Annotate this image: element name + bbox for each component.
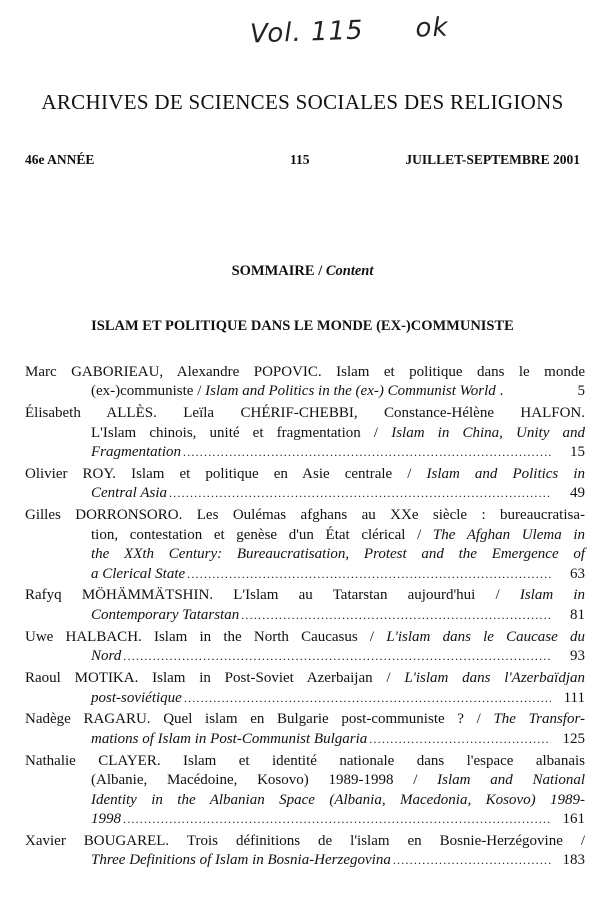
toc-text: Nadège RAGARU. Quel islam en Bulgarie post-communiste ? /	[25, 711, 494, 728]
contents-heading	[0, 263, 605, 280]
dot-leader	[187, 565, 551, 584]
toc-line: Marc GABORIEAU, Alexandre POPOVIC. Islam et politique dans le monde	[25, 364, 585, 380]
toc-title-fr: post-soviétique	[91, 689, 182, 706]
toc-line	[25, 565, 585, 584]
toc-entry-clayer	[25, 752, 585, 830]
toc-line	[25, 606, 585, 625]
handwritten-annotation	[250, 13, 449, 50]
toc-title-en: Contemporary Tatarstan	[91, 606, 240, 623]
toc-title-en: Three Definitions of Islam in Bosnia-Herzegovina	[91, 852, 391, 869]
toc-title-en: Islam and Politics in the (ex-) Communist World	[205, 383, 496, 400]
page-number: 5	[577, 383, 585, 400]
toc-line	[25, 545, 585, 564]
handwritten-volume: Vol. 115	[249, 15, 365, 50]
toc-line: Gilles DORRONSORO. Les Oulémas afghans au XXe siècle : bureaucratisa-	[25, 507, 585, 524]
toc-title-en: Fragmentation	[91, 444, 181, 461]
toc-entry-roy	[25, 465, 585, 504]
toc-line: Nathalie CLAYER. Islam et identité nationale dans l'espace albanais	[25, 752, 585, 769]
toc-line	[25, 647, 585, 666]
issue-number: 115	[290, 152, 310, 167]
toc-entry-bougarel	[25, 832, 585, 871]
toc-text: tion, contestation et genèse d'un État clérical /	[91, 526, 433, 543]
toc-entry-ragaru	[25, 710, 585, 749]
toc-title-fr: L'islam dans l'Azerbaïdjan	[404, 670, 585, 687]
handwritten-ok: ok	[414, 12, 449, 44]
contents-heading-en: Content	[325, 263, 374, 279]
year-label: 46e ANNÉE	[25, 152, 95, 167]
page-number: 15	[570, 444, 585, 461]
page-number: 93	[570, 648, 585, 665]
toc-title-fr: Nord	[91, 648, 122, 665]
toc-title-fr: L'islam dans le Caucase du	[386, 628, 585, 645]
toc-title-en: Islam and Politics in	[426, 466, 586, 483]
toc-title-en: Islam in	[519, 587, 586, 604]
table-of-contents	[25, 363, 585, 873]
toc-entry-halbach	[25, 628, 585, 667]
toc-line	[25, 424, 585, 443]
dot-leader	[184, 689, 551, 708]
toc-title-en: Central Asia	[91, 485, 167, 502]
contents-heading-fr: SOMMAIRE /	[231, 263, 326, 279]
toc-text: L'Islam chinois, unité et fragmentation /	[91, 424, 392, 441]
toc-line	[25, 443, 585, 462]
toc-line	[25, 484, 585, 503]
toc-line	[25, 465, 585, 484]
toc-line	[25, 526, 585, 545]
toc-line	[25, 771, 585, 790]
page-number: 63	[570, 565, 585, 582]
toc-line	[25, 689, 585, 708]
toc-line	[25, 810, 585, 829]
dot-leader	[123, 810, 551, 829]
toc-title-en: Identity in the Albanian Space (Albania, Macedonia, Kosovo) 1989-	[91, 791, 585, 808]
toc-text: Uwe HALBACH. Islam in the North Caucasus /	[25, 628, 387, 645]
toc-entry-motika	[25, 669, 585, 708]
toc-line	[25, 586, 585, 605]
dot-leader	[369, 730, 551, 749]
issue-period: JUILLET-SEPTEMBRE 2001	[405, 152, 580, 167]
toc-title-en: The Transfor-	[493, 711, 586, 728]
toc-line	[25, 382, 585, 401]
toc-title-en: Islam in China, Unity and	[391, 424, 586, 441]
toc-line	[25, 851, 585, 870]
toc-title-en: a Clerical State	[91, 565, 186, 582]
toc-title-en: mations of Islam in Post-Communist Bulgaria	[91, 730, 368, 747]
dot-leader	[393, 851, 551, 870]
toc-title-en: 1998	[91, 810, 121, 827]
toc-text: Raoul MOTIKA. Islam in Post-Soviet Azerbaijan /	[25, 670, 405, 687]
toc-entry-gaborieau	[25, 363, 585, 402]
journal-title: ARCHIVES DE SCIENCES SOCIALES DES RELIGIONS	[41, 90, 564, 114]
toc-text: (ex-)communiste /	[91, 383, 206, 400]
toc-entry-dorronsoro	[25, 506, 585, 584]
page-number: 81	[570, 606, 585, 623]
toc-title-en: Islam and National	[437, 772, 585, 789]
page-number: 183	[562, 852, 585, 869]
page-number: 161	[562, 810, 585, 827]
toc-line: Xavier BOUGAREL. Trois définitions de l'islam en Bosnie-Herzégovine /	[25, 832, 585, 849]
toc-line	[25, 791, 585, 810]
toc-entry-alles	[25, 404, 585, 462]
dot-leader	[169, 484, 551, 503]
toc-text: (Albanie, Macédoine, Kosovo) 1989-1998 /	[91, 772, 438, 789]
section-title: ISLAM ET POLITIQUE DANS LE MONDE (EX-)COMMUNISTE	[91, 318, 514, 334]
toc-line	[25, 710, 585, 729]
dot-leader	[241, 606, 551, 625]
dot-leader	[123, 647, 551, 666]
page-number: 49	[570, 485, 585, 502]
toc-text: Rafyq MÖHÄMMÄTSHIN. L'Islam au Tatarstan aujourd'hui /	[25, 587, 520, 604]
toc-text: Olivier ROY. Islam et politique en Asie centrale /	[25, 466, 427, 483]
toc-entry-mohammatshin	[25, 586, 585, 625]
page-number: 111	[563, 689, 585, 706]
toc-line: Élisabeth ALLÈS. Leïla CHÉRIF-CHEBBI, Constance-Hélène HALFON.	[25, 405, 585, 422]
toc-line	[25, 669, 585, 688]
dot-leader	[183, 443, 551, 462]
page-number: 125	[562, 730, 585, 747]
toc-title-en: the XXth Century: Bureaucratisation, Protest and the Emergence of	[91, 546, 585, 563]
toc-title-en: The Afghan Ulema in	[432, 526, 585, 543]
toc-text: .	[495, 383, 504, 400]
toc-line	[25, 628, 585, 647]
toc-line	[25, 730, 585, 749]
